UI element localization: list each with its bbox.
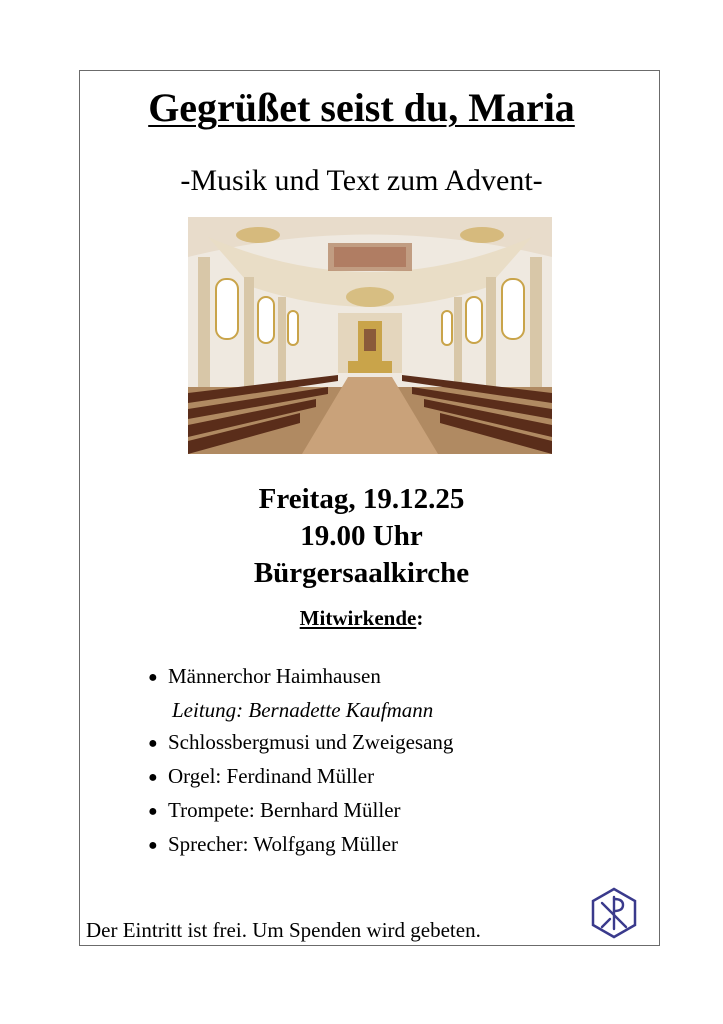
participants-list (148, 660, 453, 862)
bullet-icon: ● (148, 803, 158, 820)
participant-item (148, 726, 453, 760)
participants-heading: Mitwirkende: (299, 606, 424, 630)
event-time: 19.00 Uhr (300, 520, 423, 552)
participant-label: Orgel: Ferdinand Müller (168, 764, 375, 788)
event-venue: Bürgersaalkirche (253, 557, 470, 589)
poster-subtitle: -Musik und Text zum Advent- (180, 164, 543, 197)
event-details (0, 481, 723, 592)
participant-item (148, 828, 453, 862)
chi-rho-hexagon-icon (590, 887, 638, 939)
participant-item (148, 760, 453, 794)
bullet-icon: ● (148, 769, 158, 786)
participant-label: Sprecher: Wolfgang Müller (168, 832, 399, 856)
event-date: Freitag, 19.12.25 (258, 483, 465, 515)
church-interior-photo (188, 217, 552, 454)
participant-item (148, 794, 453, 828)
participant-label: Männerchor Haimhausen (168, 664, 381, 688)
participant-label: Trompete: Bernhard Müller (168, 798, 401, 822)
poster-title: Gegrüßet seist du, Maria (148, 85, 575, 130)
bullet-icon: ● (148, 669, 158, 686)
bullet-icon: ● (148, 837, 158, 854)
bullet-icon: ● (148, 735, 158, 752)
participant-item (148, 660, 453, 694)
participant-label: Schlossbergmusi und Zweigesang (168, 730, 454, 754)
admission-note: Der Eintritt ist frei. Um Spenden wird gebeten. (86, 918, 481, 942)
participant-subline: Leitung: Bernadette Kaufmann (172, 698, 434, 722)
